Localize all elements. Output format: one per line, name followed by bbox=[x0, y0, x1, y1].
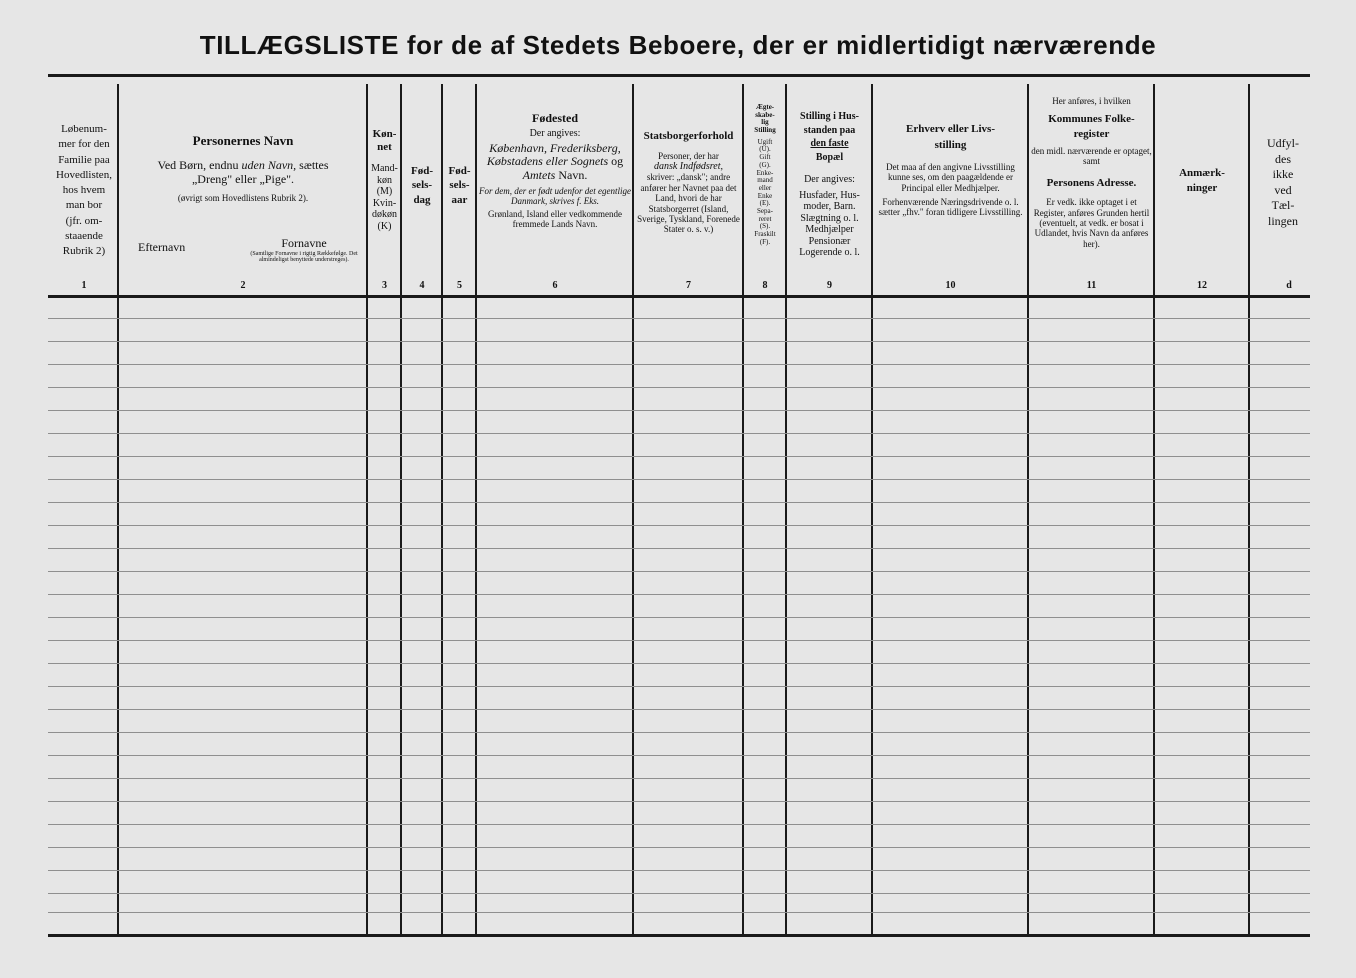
col1-line: staaende bbox=[65, 230, 103, 243]
ruled-line bbox=[48, 847, 1310, 848]
ruled-line bbox=[48, 456, 1310, 457]
col10-text-2: Forhenværende Næringsdrivende o. l. sætter „fhv." foran tidligere Livsstilling. bbox=[878, 196, 1023, 218]
fodested-foreign: For dem, der er født udenfor det egentlige Danmark, skrives f. Eks. bbox=[479, 185, 631, 207]
ruled-line bbox=[48, 364, 1310, 365]
col11-heading: Kommunes Folke- register bbox=[1048, 113, 1135, 141]
col3-heading: Køn- net bbox=[372, 128, 397, 153]
ruled-line bbox=[48, 778, 1310, 779]
page-title: TILLÆGSLISTE for de af Stedets Beboere, der er midlertidigt nærværende bbox=[199, 30, 1157, 60]
ruled-line bbox=[48, 663, 1310, 664]
column-number: d bbox=[1286, 280, 1292, 291]
ruled-line bbox=[48, 433, 1310, 434]
col1-line: (jfr. om- bbox=[65, 214, 103, 227]
col8-heading: Ægte- skabe- lig Stilling bbox=[754, 103, 776, 135]
fornavne-label: Fornavne bbox=[281, 235, 327, 250]
column-1-header bbox=[50, 84, 118, 292]
ruled-line bbox=[48, 617, 1310, 618]
column-11-header bbox=[1029, 84, 1154, 292]
column-number: 3 bbox=[382, 280, 387, 291]
ruled-line bbox=[48, 410, 1310, 411]
column-number: 6 bbox=[552, 280, 558, 291]
efternavn-label: Efternavn bbox=[138, 239, 186, 254]
ruled-line bbox=[48, 686, 1310, 687]
column-7-header bbox=[634, 84, 743, 292]
col10-heading: Erhverv eller Livs- stilling bbox=[906, 123, 995, 151]
ruled-line bbox=[48, 548, 1310, 549]
column-5-header: Fød- sels- aar bbox=[448, 165, 471, 206]
col1-line: Hovedlisten, bbox=[56, 168, 112, 181]
column-number: 8 bbox=[762, 280, 768, 291]
column-number: 11 bbox=[1086, 280, 1097, 291]
ruled-line bbox=[48, 594, 1310, 595]
col2-instruction: Ved Børn, endnu uden Navn, sættes bbox=[157, 157, 329, 172]
col1-line: Løbenum- bbox=[61, 123, 107, 135]
col1-line: man bor bbox=[65, 199, 103, 212]
ruled-line bbox=[48, 801, 1310, 802]
ruled-line bbox=[48, 755, 1310, 756]
ruled-line bbox=[48, 525, 1310, 526]
statsborger-heading: Statsborgerforhold bbox=[643, 130, 734, 142]
col10-text: Det maa af den angivne Livsstilling kunne ses, om den paagældende er Principal eller Medhjælper. bbox=[886, 161, 1015, 193]
col9-lines: Husfader, Hus- moder, Barn. Slægtning o. l. Medhjælper Pensionær Logerende o. l. bbox=[799, 189, 860, 258]
statsborger-text-2: skriver: „dansk"; andre anfører her Navnet paa det Land, hvori de har Statsborgerret (Island, Sverige, Tyskland, Forenede Stater o. s. v.) bbox=[637, 172, 740, 235]
col11-text: den midl. nærværende er optaget, samt bbox=[1031, 146, 1152, 167]
ruled-line bbox=[48, 912, 1310, 913]
fodested-heading: Fødested bbox=[532, 111, 578, 125]
fornavne-note: (Samtlige Fornavne i rigtig Rækkefølge. Det almindeligst benyttede understreges). bbox=[250, 250, 358, 263]
column-3-header bbox=[368, 84, 401, 292]
col1-line: mer for den bbox=[58, 138, 110, 151]
ruled-line bbox=[48, 479, 1310, 480]
column-12-header: Anmærk- ninger bbox=[1179, 167, 1225, 194]
fodested-sub: Der angives: bbox=[529, 127, 581, 139]
ruled-line bbox=[48, 341, 1310, 342]
table-bottom-rule bbox=[48, 934, 1310, 937]
col9-heading: Stilling i Hus- standen paa den faste Bopæl bbox=[800, 111, 859, 163]
col1-line: hos hvem bbox=[62, 184, 106, 197]
ruled-line bbox=[48, 824, 1310, 825]
col3-lines: Mand- køn (M) Kvin- døkøn (K) bbox=[371, 163, 398, 232]
col8-lines: Ugift (U). Gift (G). Enke- mand eller Enke (E). Sepa- reret (S). Fraskilt (F). bbox=[754, 137, 776, 246]
ruled-line bbox=[48, 893, 1310, 894]
column-6-header bbox=[477, 84, 633, 292]
col9-sub: Der angives: bbox=[804, 174, 855, 185]
column-2-header bbox=[120, 84, 366, 292]
column-d-header: Udfyl- des ikke ved Tæl- lingen bbox=[1267, 136, 1299, 228]
col11-text-2: Er vedk. ikke optaget i et Register, anføres Grunden hertil (eventuelt, at vedk. er bosat i Udlandet, hvis Navn da anføres her). bbox=[1033, 197, 1150, 249]
ruled-line bbox=[48, 571, 1310, 572]
column-number: 10 bbox=[945, 280, 956, 291]
ruled-line bbox=[48, 387, 1310, 388]
column-number: 12 bbox=[1197, 280, 1207, 291]
statsborger-text: Personer, der har bbox=[658, 150, 719, 161]
col11-top: Her anføres, i hvilken bbox=[1052, 96, 1131, 106]
fodested-places: København, Frederiksberg, Købstadens eller Sognets og Amtets Navn. bbox=[486, 141, 624, 182]
personernes-navn-heading: Personernes Navn bbox=[192, 133, 294, 148]
col2-subheaders bbox=[122, 237, 364, 263]
column-8-header bbox=[744, 84, 786, 292]
ruled-line bbox=[48, 640, 1310, 641]
column-number: 4 bbox=[419, 280, 425, 291]
col11-heading-2: Personens Adresse. bbox=[1046, 176, 1137, 189]
col2-note: (øvrigt som Hovedlistens Rubrik 2). bbox=[177, 192, 309, 203]
ruled-line bbox=[48, 732, 1310, 733]
header-top-rule bbox=[48, 74, 1310, 77]
ruled-line bbox=[48, 318, 1310, 319]
col2-instruction-2: „Dreng" eller „Pige". bbox=[191, 171, 295, 186]
column-number: 1 bbox=[81, 280, 87, 291]
fornavne-block bbox=[244, 237, 364, 263]
header-bottom-rule bbox=[48, 295, 1310, 298]
col1-line: Rubrik 2) bbox=[62, 245, 106, 258]
column-number: 2 bbox=[240, 280, 246, 291]
ruled-line bbox=[48, 870, 1310, 871]
statsborger-italic: dansk Indfødsret, bbox=[653, 160, 724, 172]
column-4-header: Fød- sels- dag bbox=[411, 165, 433, 206]
column-10-header bbox=[873, 84, 1028, 292]
column-number: 7 bbox=[686, 280, 691, 291]
fodested-foreign-2: Grønland, Island eller vedkommende fremmede Lands Navn. bbox=[488, 208, 622, 229]
column-number: 9 bbox=[827, 280, 832, 291]
ruled-line bbox=[48, 502, 1310, 503]
column-9-header bbox=[787, 84, 872, 292]
column-number: 5 bbox=[457, 280, 462, 291]
ruled-line bbox=[48, 709, 1310, 710]
col1-line: Familie paa bbox=[58, 153, 110, 166]
